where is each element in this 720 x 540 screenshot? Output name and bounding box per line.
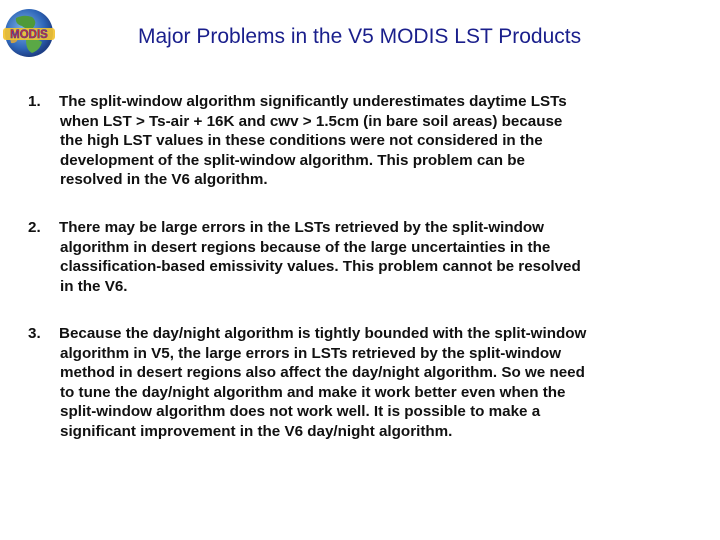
- item-line: Because the day/night algorithm is tightly bounded with the split-window: [59, 325, 587, 342]
- item-line: resolved in the V6 algorithm.: [60, 171, 268, 189]
- slide-title: Major Problems in the V5 MODIS LST Products: [138, 25, 582, 48]
- item-line: significant improvement in the V6 day/night algorithm.: [60, 422, 453, 440]
- problem-item-1: [28, 92, 698, 190]
- item-number: 2.: [28, 219, 41, 236]
- item-line: development of the split-window algorithm. This problem can be: [60, 151, 525, 169]
- item-line: algorithm in V5, the large errors in LSTs retrieved by the split-window: [60, 344, 562, 362]
- item-line: to tune the day/night algorithm and make it work better even when the: [60, 383, 566, 401]
- item-line: in the V6.: [60, 277, 128, 295]
- item-line: There may be large errors in the LSTs retrieved by the split-window: [59, 219, 544, 236]
- modis-logo: [2, 4, 56, 62]
- item-number: 1.: [28, 93, 41, 110]
- item-line: classification-based emissivity values. This problem cannot be resolved: [60, 258, 581, 276]
- item-line: method in desert regions also affect the day/night algorithm. So we need: [60, 364, 585, 382]
- item-line: when LST > Ts-air + 16K and cwv > 1.5cm (in bare soil areas) because: [60, 112, 563, 130]
- logo-text: MODIS: [10, 29, 48, 41]
- problem-item-3: [28, 324, 698, 442]
- item-line: the high LST values in these conditions were not considered in the: [60, 132, 543, 150]
- item-number: 3.: [28, 325, 41, 342]
- item-line: algorithm in desert regions because of the large uncertainties in the: [60, 238, 551, 256]
- problem-item-2: [28, 218, 698, 296]
- item-line: The split-window algorithm significantly underestimates daytime LSTs: [59, 93, 567, 110]
- item-line: split-window algorithm does not work well. It is possible to make a: [60, 403, 541, 421]
